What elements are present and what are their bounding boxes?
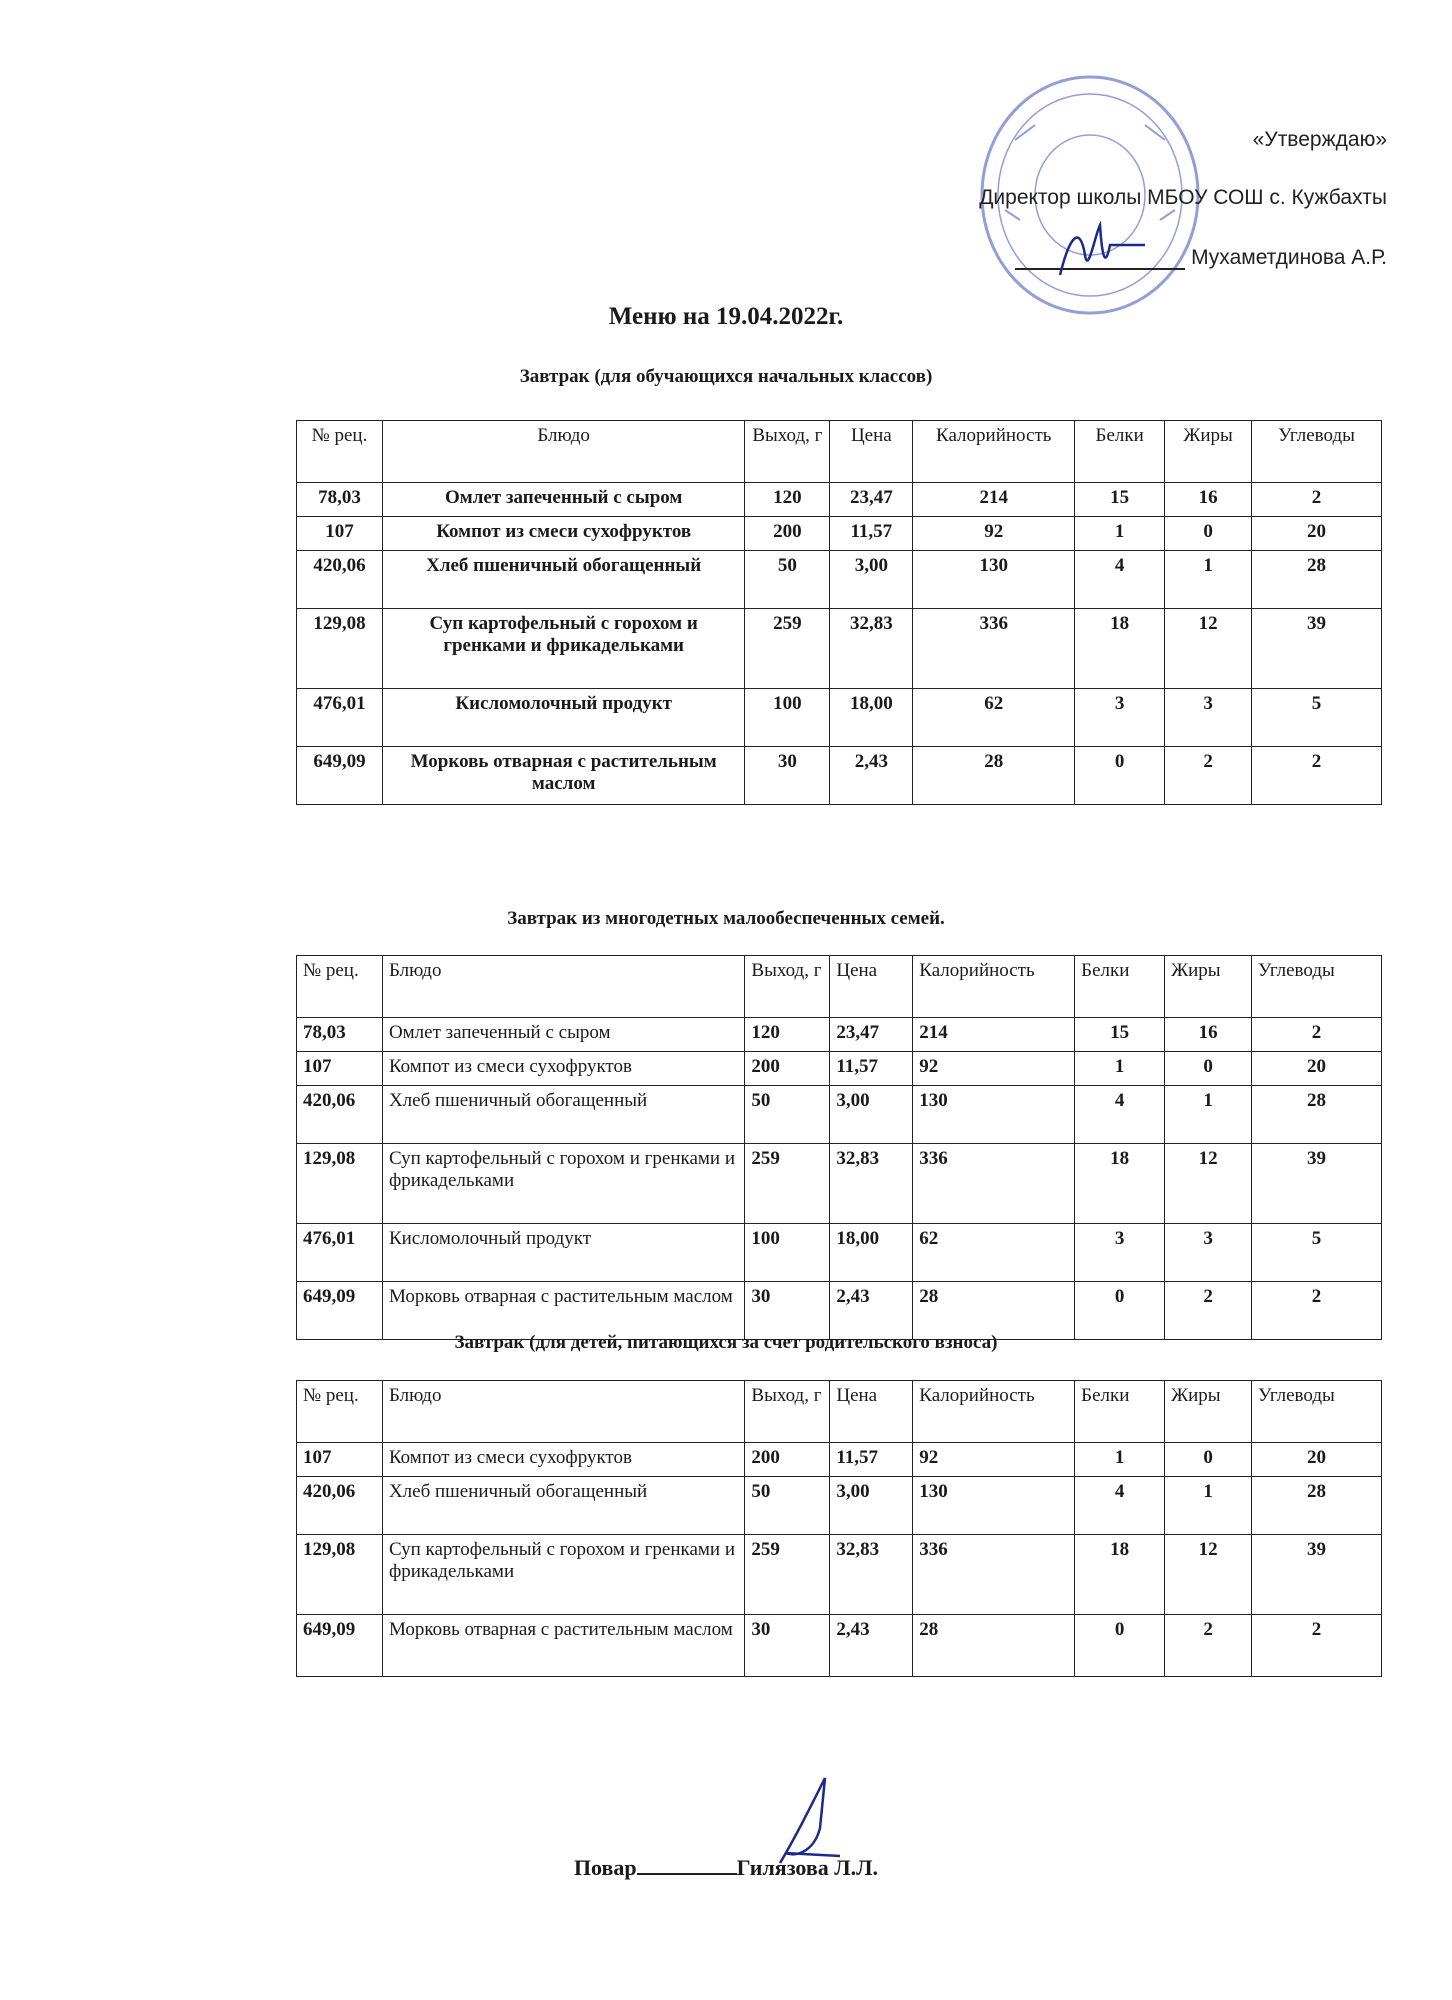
cell: 11,57: [830, 517, 913, 551]
cell: 107: [297, 1443, 383, 1477]
cell: Компот из смеси сухофруктов: [382, 1052, 744, 1086]
cell: 50: [745, 1086, 830, 1144]
cell: 92: [913, 1052, 1075, 1086]
cell: 336: [913, 1144, 1075, 1224]
cell: 18: [1075, 1535, 1165, 1615]
cell: 32,83: [830, 1535, 913, 1615]
cell: 120: [745, 483, 830, 517]
cell: 11,57: [830, 1443, 913, 1477]
cell: 18: [1075, 609, 1165, 689]
cell: 2: [1252, 1282, 1382, 1340]
col-header: Белки: [1075, 956, 1165, 1018]
table-row: [297, 1018, 1382, 1052]
cell: 50: [745, 1477, 830, 1535]
cook-label: Повар: [573, 1855, 637, 1880]
cell: 649,09: [297, 1615, 383, 1677]
table-header-row: [297, 956, 1382, 1018]
table-row: [297, 747, 1382, 805]
cell: 16: [1165, 483, 1252, 517]
director-name: Мухаметдинова А.Р.: [1191, 246, 1387, 269]
cell: 23,47: [830, 483, 913, 517]
cell: 107: [297, 517, 383, 551]
col-header: Углеводы: [1252, 421, 1382, 483]
cell: 130: [913, 1477, 1075, 1535]
col-header: № рец.: [297, 1381, 383, 1443]
table-row: [297, 1535, 1382, 1615]
cell: 5: [1252, 1224, 1382, 1282]
cell: 130: [913, 551, 1075, 609]
cell: 200: [745, 517, 830, 551]
cell: 2: [1252, 483, 1382, 517]
table-row: [297, 517, 1382, 551]
cell: 649,09: [297, 1282, 383, 1340]
cell: 28: [1252, 551, 1382, 609]
cell: Суп картофельный с горохом и гренками и фрикадельками: [382, 609, 744, 689]
cell: 16: [1165, 1018, 1252, 1052]
cell: 32,83: [830, 1144, 913, 1224]
col-header: Углеводы: [1252, 956, 1382, 1018]
director-line: Директор школы МБОУ СОШ с. Кужбахты: [979, 186, 1387, 209]
col-header: Выход, г: [745, 956, 830, 1018]
table-row: [297, 1615, 1382, 1677]
cell: 1: [1075, 517, 1165, 551]
cell: 2,43: [830, 747, 913, 805]
col-header: Выход, г: [745, 421, 830, 483]
cook-signature-line: [637, 1855, 737, 1875]
col-header: Жиры: [1165, 956, 1252, 1018]
cell: 130: [913, 1086, 1075, 1144]
cell: 129,08: [297, 1535, 383, 1615]
cell: 2: [1252, 747, 1382, 805]
cell: 259: [745, 609, 830, 689]
menu-table-1: [296, 420, 1382, 805]
table-row: [297, 1144, 1382, 1224]
table-row: [297, 609, 1382, 689]
cell: 476,01: [297, 1224, 383, 1282]
cell: 20: [1252, 1052, 1382, 1086]
table-header-row: [297, 1381, 1382, 1443]
cell: 5: [1252, 689, 1382, 747]
cell: 1: [1165, 551, 1252, 609]
cell: Хлеб пшеничный обогащенный: [382, 1477, 744, 1535]
col-header: Блюдо: [382, 421, 744, 483]
cell: 2,43: [830, 1282, 913, 1340]
cell: 129,08: [297, 609, 383, 689]
cell: Морковь отварная с растительным маслом: [382, 1615, 744, 1677]
table-row: [297, 551, 1382, 609]
cell: 12: [1165, 1144, 1252, 1224]
cell: 4: [1075, 551, 1165, 609]
approve-word: «Утверждаю»: [1252, 128, 1387, 151]
col-header: Углеводы: [1252, 1381, 1382, 1443]
cell: 28: [913, 1282, 1075, 1340]
col-header: Блюдо: [382, 1381, 744, 1443]
cell: 39: [1252, 1144, 1382, 1224]
col-header: Цена: [830, 1381, 913, 1443]
cell: 336: [913, 609, 1075, 689]
cook-signature-block: [0, 1855, 1452, 1881]
cell: 420,06: [297, 1477, 383, 1535]
cell: 214: [913, 1018, 1075, 1052]
cell: 0: [1165, 1052, 1252, 1086]
col-header: Калорийность: [913, 421, 1075, 483]
cell: 2: [1252, 1018, 1382, 1052]
cell: 120: [745, 1018, 830, 1052]
cell: 2: [1165, 747, 1252, 805]
cell: 259: [745, 1535, 830, 1615]
cell: 50: [745, 551, 830, 609]
table-row: [297, 1224, 1382, 1282]
cell: 20: [1252, 517, 1382, 551]
cell: 1: [1165, 1477, 1252, 1535]
cell: Хлеб пшеничный обогащенный: [382, 1086, 744, 1144]
col-header: Жиры: [1165, 1381, 1252, 1443]
cell: Кисломолочный продукт: [382, 689, 744, 747]
cell: 32,83: [830, 609, 913, 689]
section-heading-1: Завтрак (для обучающихся начальных классов): [519, 366, 933, 387]
cell: 0: [1075, 1282, 1165, 1340]
cell: 18,00: [830, 1224, 913, 1282]
cell: 62: [913, 689, 1075, 747]
table-row: [297, 1052, 1382, 1086]
cell: 28: [913, 1615, 1075, 1677]
cell: 3: [1165, 689, 1252, 747]
cell: 3: [1075, 689, 1165, 747]
cell: 28: [1252, 1086, 1382, 1144]
cell: 2: [1252, 1615, 1382, 1677]
cell: 30: [745, 747, 830, 805]
cell: 259: [745, 1144, 830, 1224]
menu-table-3: [296, 1380, 1382, 1677]
cell: 0: [1165, 517, 1252, 551]
table-row: [297, 1282, 1382, 1340]
cell: 3,00: [830, 1086, 913, 1144]
cell: Омлет запеченный с сыром: [382, 1018, 744, 1052]
cell: 129,08: [297, 1144, 383, 1224]
cell: 0: [1075, 747, 1165, 805]
cell: 78,03: [297, 483, 383, 517]
cell: 12: [1165, 609, 1252, 689]
cell: 12: [1165, 1535, 1252, 1615]
cell: 214: [913, 483, 1075, 517]
cell: Суп картофельный с горохом и гренками и фрикадельками: [382, 1535, 744, 1615]
cell: 100: [745, 1224, 830, 1282]
cell: 3,00: [830, 551, 913, 609]
col-header: № рец.: [297, 421, 383, 483]
menu-table-2: [296, 955, 1382, 1340]
col-header: Блюдо: [382, 956, 744, 1018]
cell: 3,00: [830, 1477, 913, 1535]
cell: 39: [1252, 609, 1382, 689]
cell: 0: [1075, 1615, 1165, 1677]
cell: 28: [1252, 1477, 1382, 1535]
cell: 3: [1075, 1224, 1165, 1282]
col-header: Белки: [1075, 421, 1165, 483]
cell: Компот из смеси сухофруктов: [382, 1443, 744, 1477]
cell: Хлеб пшеничный обогащенный: [382, 551, 744, 609]
cell: 336: [913, 1535, 1075, 1615]
cell: 1: [1075, 1052, 1165, 1086]
col-header: Калорийность: [913, 956, 1075, 1018]
cell: 92: [913, 517, 1075, 551]
cell: 30: [745, 1282, 830, 1340]
table-row: [297, 689, 1382, 747]
cell: 18,00: [830, 689, 913, 747]
cell: 107: [297, 1052, 383, 1086]
cell: 78,03: [297, 1018, 383, 1052]
table-row: [297, 1086, 1382, 1144]
cell: 23,47: [830, 1018, 913, 1052]
cell: 92: [913, 1443, 1075, 1477]
cell: 3: [1165, 1224, 1252, 1282]
cell: 1: [1165, 1086, 1252, 1144]
table-header-row: [297, 421, 1382, 483]
table-row: [297, 483, 1382, 517]
cell: Суп картофельный с горохом и гренками и фрикадельками: [382, 1144, 744, 1224]
cell: Компот из смеси сухофруктов: [382, 517, 744, 551]
cell: 20: [1252, 1443, 1382, 1477]
cell: 62: [913, 1224, 1075, 1282]
cell: 2: [1165, 1615, 1252, 1677]
cell: Омлет запеченный с сыром: [382, 483, 744, 517]
cell: 1: [1075, 1443, 1165, 1477]
cell: Морковь отварная с растительным маслом: [382, 747, 744, 805]
cell: 2: [1165, 1282, 1252, 1340]
cook-signature-icon: [770, 1768, 850, 1868]
director-signature-icon: [1040, 215, 1150, 295]
cell: 2,43: [830, 1615, 913, 1677]
cell: 420,06: [297, 1086, 383, 1144]
col-header: Цена: [830, 956, 913, 1018]
page-title: Меню на 19.04.2022г.: [608, 303, 844, 330]
cell: 4: [1075, 1086, 1165, 1144]
col-header: Цена: [830, 421, 913, 483]
cell: 15: [1075, 483, 1165, 517]
col-header: Жиры: [1165, 421, 1252, 483]
cell: 420,06: [297, 551, 383, 609]
col-header: Выход, г: [745, 1381, 830, 1443]
col-header: № рец.: [297, 956, 383, 1018]
cell: 200: [745, 1443, 830, 1477]
section-heading-3: Завтрак (для детей, питающихся за счет родительского взноса): [454, 1332, 998, 1353]
cell: 30: [745, 1615, 830, 1677]
cell: 649,09: [297, 747, 383, 805]
col-header: Калорийность: [913, 1381, 1075, 1443]
cell: 18: [1075, 1144, 1165, 1224]
cell: 100: [745, 689, 830, 747]
table-row: [297, 1443, 1382, 1477]
table-row: [297, 1477, 1382, 1535]
cell: 200: [745, 1052, 830, 1086]
section-heading-2: Завтрак из многодетных малообеспеченных семей.: [507, 908, 945, 929]
cell: 28: [913, 747, 1075, 805]
col-header: Белки: [1075, 1381, 1165, 1443]
cell: 4: [1075, 1477, 1165, 1535]
cell: 11,57: [830, 1052, 913, 1086]
cell: Кисломолочный продукт: [382, 1224, 744, 1282]
cell: 15: [1075, 1018, 1165, 1052]
cell: 476,01: [297, 689, 383, 747]
cell: 0: [1165, 1443, 1252, 1477]
cook-name: Гилязова Л.Л.: [736, 1855, 879, 1880]
cell: Морковь отварная с растительным маслом: [382, 1282, 744, 1340]
cell: 39: [1252, 1535, 1382, 1615]
